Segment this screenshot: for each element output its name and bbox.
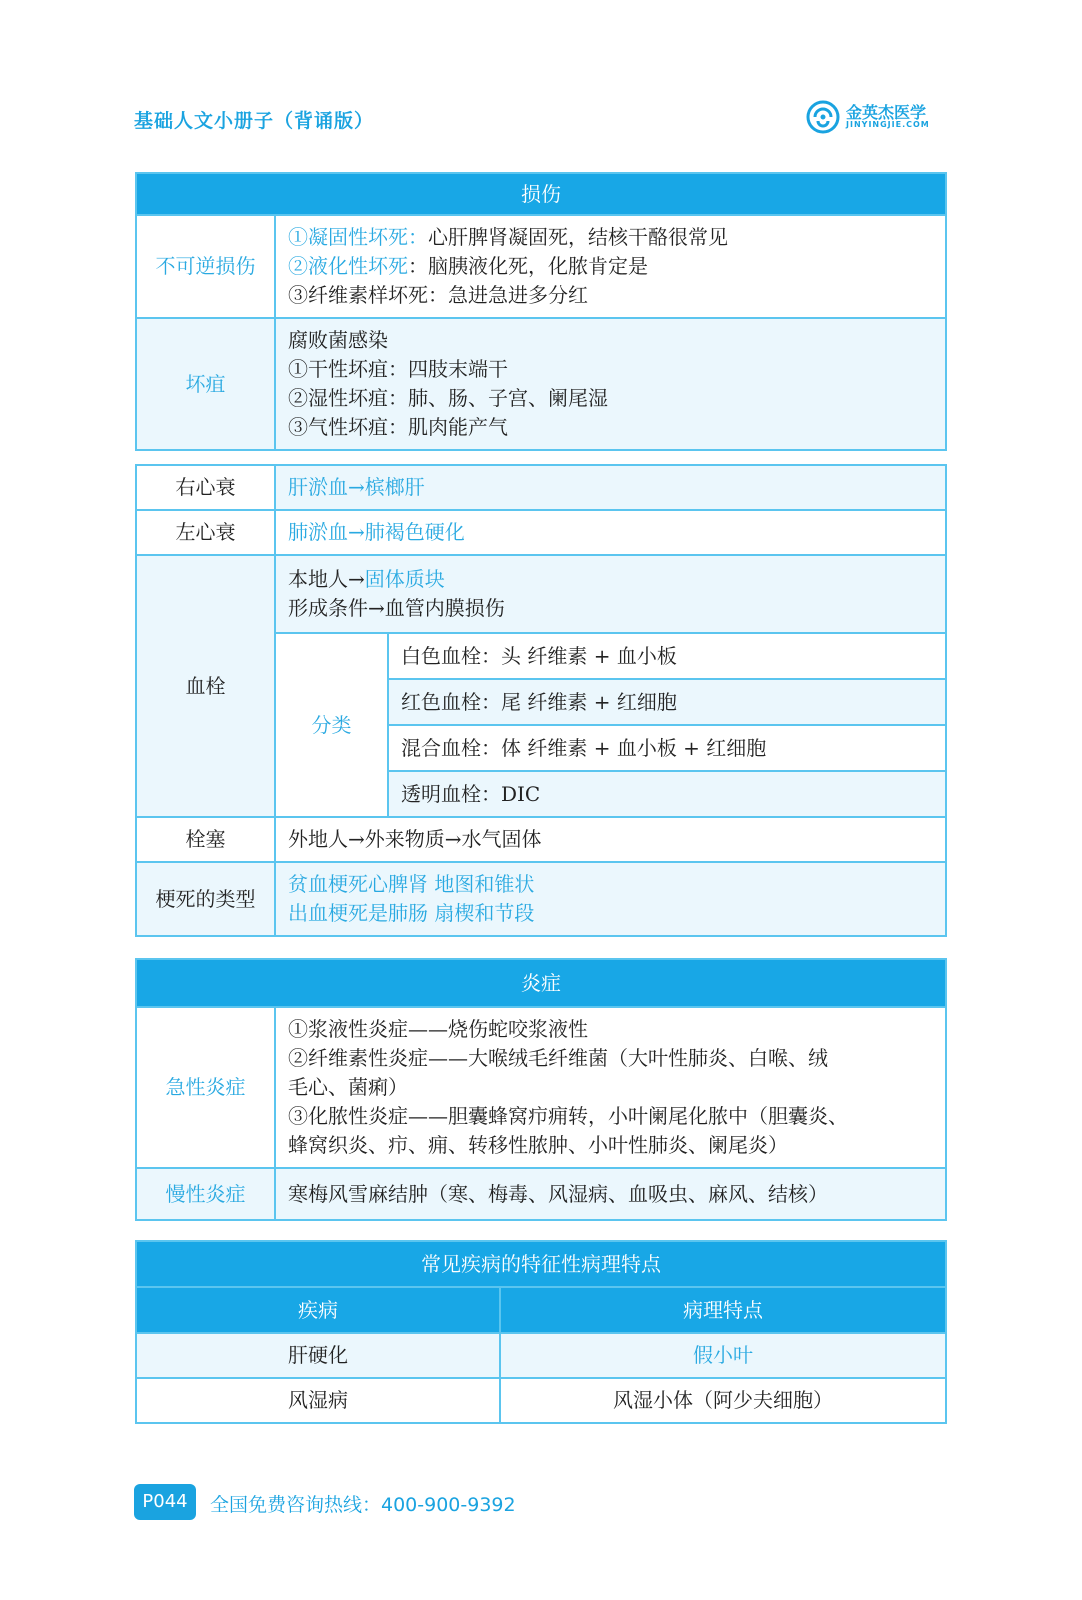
acute-inflammation-label: 急性炎症 [136,1007,275,1168]
disease-feature: 假小叶 [500,1333,946,1378]
thrombus-classification-label: 分类 [275,633,388,817]
disease-features-table [135,1240,947,1424]
left-heart-failure-label: 左心衰 [136,510,275,555]
gangrene-line: ②湿性坏疽：肺、肠、子宫、阑尾湿 [288,386,608,410]
gangrene-line: ③气性坏疽：肌肉能产气 [288,415,508,439]
embolism-label: 栓塞 [136,817,275,862]
circulation-table [135,464,947,937]
page-number-badge: P044 [134,1484,196,1520]
acute-inflammation-line: 蜂窝织炎、疖、痈、转移性脓肿、小叶性肺炎、阑尾炎） [288,1133,788,1157]
left-heart-failure-value: 肺淤血→肺褐色硬化 [275,510,946,555]
gangrene-line: 腐败菌感染 [288,328,388,352]
logo-subtext: JINYINGJIE.COM [846,120,930,129]
thrombus-label: 血栓 [136,555,275,817]
chronic-inflammation-value: 寒梅风雪麻结肿（寒、梅毒、风湿病、血吸虫、麻风、结核） [275,1168,946,1220]
acute-inflammation-line: ③化脓性炎症——胆囊蜂窝疖痈转，小叶阑尾化脓中（胆囊炎、 [288,1104,848,1128]
embolism-value: 外地人→外来物质→水气固体 [275,817,946,862]
thrombus-type-white: 白色血栓：头 纤维素 + 血小板 [388,633,946,679]
thrombus-definition [275,555,946,633]
hemorrhagic-infarct-line: 出血梗死是肺肠 扇楔和节段 [288,901,535,925]
thrombus-type-mixed: 混合血栓：体 纤维素 + 血小板 + 红细胞 [388,725,946,771]
infarct-type-content [275,862,946,936]
coagulative-necrosis-line: ①凝固性坏死：心肝脾肾凝固死，结核干酪很常见 [288,225,728,249]
inflammation-table [135,958,947,1221]
inflammation-title: 炎症 [136,959,946,1007]
right-heart-failure-label: 右心衰 [136,465,275,510]
gangrene-label: 坏疽 [136,318,275,450]
disease-features-title: 常见疾病的特征性病理特点 [136,1241,946,1287]
chronic-inflammation-label: 慢性炎症 [136,1168,275,1220]
irreversible-injury-label: 不可逆损伤 [136,215,275,318]
brand-logo [806,100,946,134]
thrombus-type-red: 红色血栓：尾 纤维素 + 红细胞 [388,679,946,725]
disease-feature: 风湿小体（阿少夫细胞） [500,1378,946,1423]
injury-title: 损伤 [136,173,946,215]
thrombus-def-line: 本地人→固体质块 [288,567,445,591]
page-header [134,104,946,134]
acute-inflammation-content [275,1007,946,1168]
thrombus-type-hyaline: 透明血栓：DIC [388,771,946,817]
gangrene-content [275,318,946,450]
acute-inflammation-line: 毛心、菌痢） [288,1075,408,1099]
acute-inflammation-line: ①浆液性炎症——烧伤蛇咬浆液性 [288,1017,588,1041]
feature-column-header: 病理特点 [500,1287,946,1333]
anemic-infarct-line: 贫血梗死心脾肾 地图和锥状 [288,872,535,896]
injury-table [135,172,947,451]
liquefactive-necrosis-line: ②液化性坏死：脑胰液化死，化脓肯定是 [288,254,648,278]
right-heart-failure-value: 肝淤血→槟榔肝 [275,465,946,510]
disease-column-header: 疾病 [136,1287,500,1333]
gangrene-line: ①干性坏疽：四肢末端干 [288,357,508,381]
disease-name: 肝硬化 [136,1333,500,1378]
infarct-type-label: 梗死的类型 [136,862,275,936]
book-title: 基础人文小册子（背诵版） [134,110,375,132]
irreversible-injury-content [275,215,946,318]
fibrinoid-necrosis-line: ③纤维素样坏死：急进急进多分红 [288,283,588,307]
logo-text: 金英杰医学 [846,103,927,122]
thrombus-condition-line: 形成条件→血管内膜损伤 [288,596,505,620]
hotline-text: 全国免费咨询热线：400-900-9392 [210,1494,516,1516]
acute-inflammation-line: ②纤维素性炎症——大喉绒毛纤维菌（大叶性肺炎、白喉、绒 [288,1046,828,1070]
logo-swirl-icon [806,100,840,134]
disease-name: 风湿病 [136,1378,500,1423]
